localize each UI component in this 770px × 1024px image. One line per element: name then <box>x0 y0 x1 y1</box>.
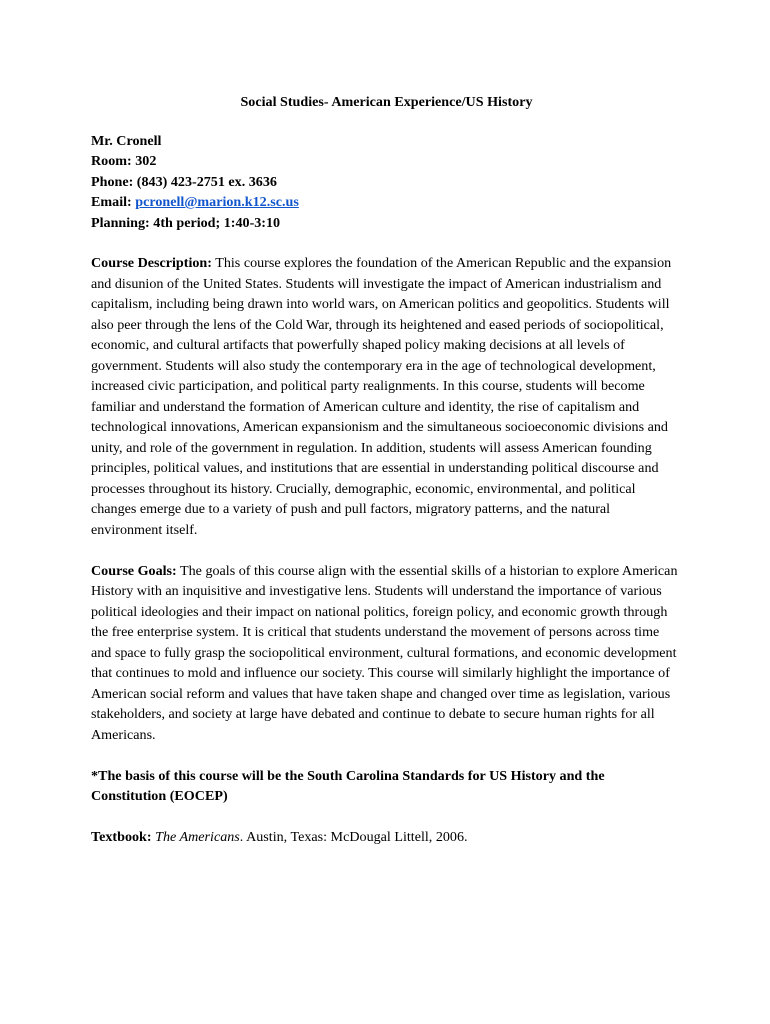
course-description-label: Course Description: <box>91 255 212 271</box>
course-description <box>91 253 682 540</box>
course-goals <box>91 561 682 746</box>
textbook-line <box>91 827 682 848</box>
textbook-label: Textbook: <box>91 829 152 845</box>
teacher-name: Mr. Cronell <box>91 132 162 149</box>
standards-note: *The basis of this course will be the South Carolina Standards for US History and the Constitution (EOCEP) <box>91 767 605 804</box>
course-goals-label: Course Goals: <box>91 562 177 579</box>
contact-block <box>91 131 682 234</box>
room-number: Room: 302 <box>91 153 157 169</box>
phone-number: Phone: (843) 423-2751 ex. 3636 <box>91 173 277 190</box>
page-title: Social Studies- American Experience/US History <box>240 94 533 110</box>
email-link[interactable]: pcronell@marion.k12.sc.us <box>135 194 299 210</box>
email-line <box>91 192 682 213</box>
textbook-citation: . Austin, Texas: McDougal Littell, 2006. <box>239 829 468 845</box>
email-label: Email: <box>91 194 136 210</box>
textbook-title: The Americans <box>155 829 240 845</box>
course-description-text: This course explores the foundation of the American Republic and the expansion and disunion of the United States. Students will investigate the impact of American industrialism and capitalism, including being drawn into world wars, on American politics and geopolitics. Students will also peer through the lens of the Cold War, through its heightened and eased periods of sociopolitical, economic, and cultural artifacts that powerfully shaped policy making decisions at all levels of government. Students will also study the contemporary era in the age of technological development, increased civic participation, and political party realignments. In this course, students will become familiar and understand the formation of American culture and identity, the rise of capitalism and technological innovations, American expansionism and the simultaneous socioeconomic divisions and unity, and role of the government in regulation. In addition, students will assess American founding principles, political values, and institutions that are essential in understanding political discourse and processes throughout its history. Crucially, demographic, economic, environmental, and political changes emerge due to a variety of push and pull factors, migratory patterns, and the natural environment itself. <box>91 255 672 538</box>
course-goals-text: The goals of this course align with the essential skills of a historian to explore American History with an inquisitive and investigative lens. Students will understand the importance of various political ideologies and their impact on national politics, foreign policy, and economic growth through the free enterprise system. It is critical that students understand the movement of persons across time and space to fully grasp the sociopolitical environment, cultural formations, and economic development that continues to mold and influence our society. This course will similarly highlight the importance of American social reform and values that have taken shape and changed over time as legislation, various stakeholders, and society at large have debated and continue to debate to secure human rights for all Americans. <box>91 562 678 743</box>
planning-period: Planning: 4th period; 1:40-3:10 <box>91 214 281 231</box>
